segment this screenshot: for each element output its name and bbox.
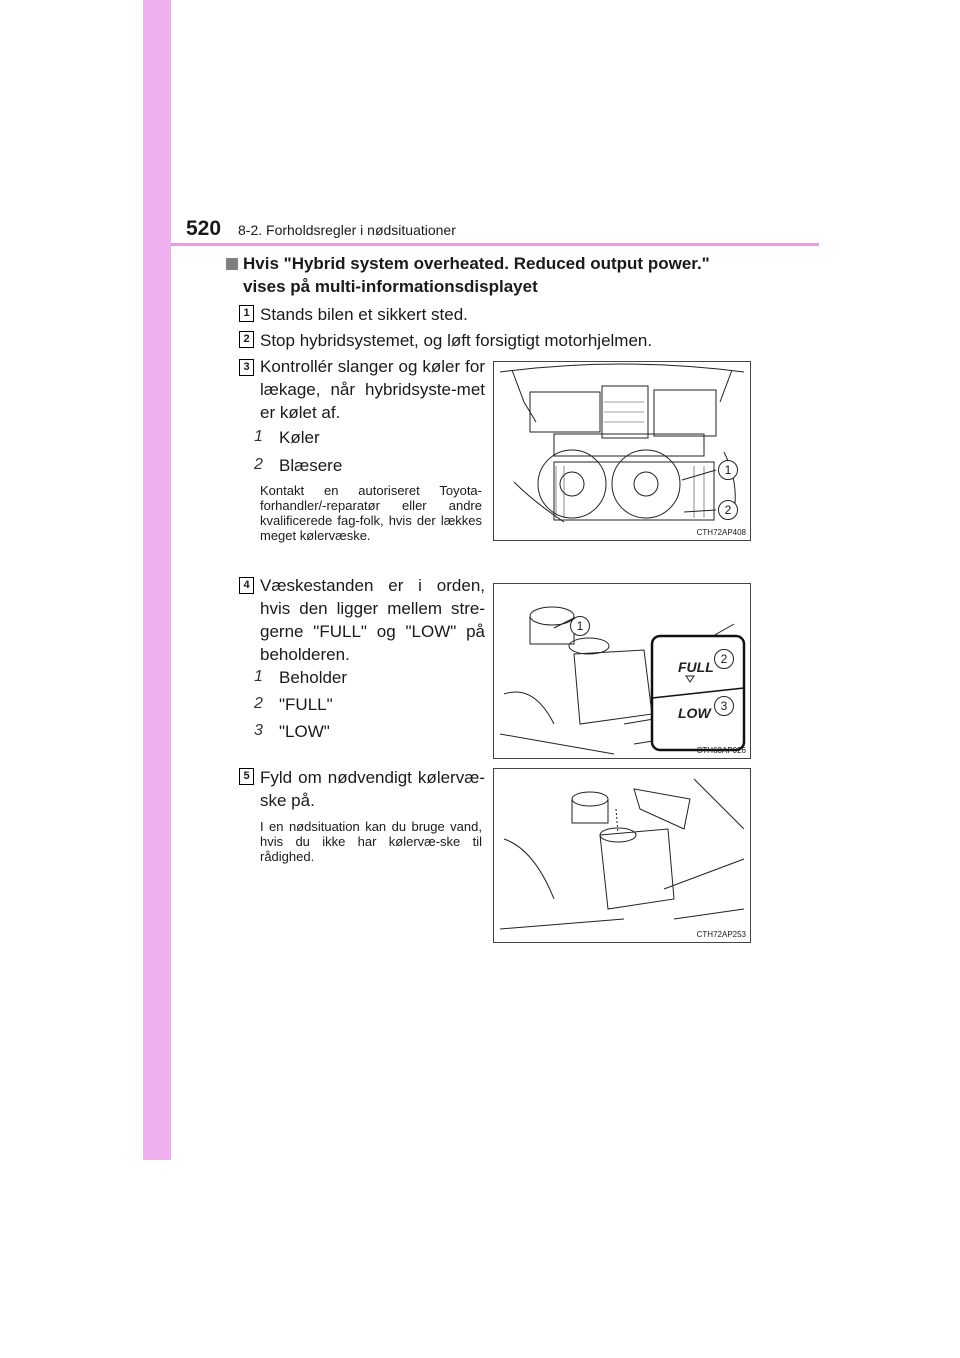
callout-1: 1 — [570, 616, 590, 636]
item-label-radiator: Køler — [279, 428, 320, 447]
section-heading: Hvis "Hybrid system overheated. Reduced output power." vises på multi-informationsdisplayet — [243, 254, 710, 296]
item-number: 3 — [254, 722, 263, 739]
item-number: 2 — [254, 695, 263, 712]
callout-1: 1 — [718, 460, 738, 480]
item-number: 2 — [254, 456, 263, 473]
page-number: 520 — [186, 217, 222, 240]
step-3-note: Kontakt en autoriseret Toyota-forhandler/-reparatør eller andre kvalificerede fag-folk, hvis der lækkes meget kølervæske. — [260, 483, 482, 543]
section-title: 8-2. Forholdsregler i nødsituationer — [238, 222, 456, 238]
figure-code: CTH63AP026 — [696, 746, 746, 755]
heading-square-icon — [226, 258, 238, 270]
item-label-low: "LOW" — [279, 722, 330, 741]
step-number-2: 2 — [239, 331, 254, 348]
engine-bay-figure — [493, 361, 751, 541]
step-number-3: 3 — [239, 359, 254, 376]
callout-2: 2 — [714, 649, 734, 669]
step-2-text: Stop hybridsystemet, og løft forsigtigt motorhjelmen. — [260, 331, 653, 350]
callout-2: 2 — [718, 500, 738, 520]
item-label-fans: Blæsere — [279, 456, 343, 475]
step-1-text: Stands bilen et sikkert sted. — [260, 305, 468, 324]
engine-bay-illustration — [494, 362, 750, 540]
callout-3: 3 — [714, 696, 734, 716]
figure-code: CTH72AP253 — [696, 930, 746, 939]
step-number-4: 4 — [239, 577, 254, 594]
item-label-full: "FULL" — [279, 695, 333, 714]
refill-illustration — [494, 769, 750, 942]
full-mark: FULL — [678, 659, 714, 675]
step-5-text: Fyld om nødvendigt kølervæ-ske på. — [260, 768, 485, 810]
item-number: 1 — [254, 668, 263, 685]
low-mark: LOW — [678, 705, 711, 721]
reservoir-illustration — [494, 584, 750, 758]
step-4-text: Væskestanden er i orden, hvis den ligger mellem stre-gerne "FULL" og "LOW" på beholderen. — [260, 576, 485, 664]
item-number: 1 — [254, 428, 263, 445]
step-number-1: 1 — [239, 305, 254, 322]
figure-code: CTH72AP408 — [696, 528, 746, 537]
step-5-note: I en nødsituation kan du bruge vand, hvis du ikke har kølervæ-ske til rådighed. — [260, 819, 482, 864]
step-3-text: Kontrollér slanger og køler for lækage, når hybridsyste-met er kølet af. — [260, 357, 485, 422]
step-number-5: 5 — [239, 768, 254, 785]
header-rule — [171, 243, 819, 246]
side-tab-band — [143, 0, 171, 1160]
reservoir-figure — [493, 583, 751, 759]
item-label-reservoir: Beholder — [279, 668, 348, 687]
refill-figure — [493, 768, 751, 943]
